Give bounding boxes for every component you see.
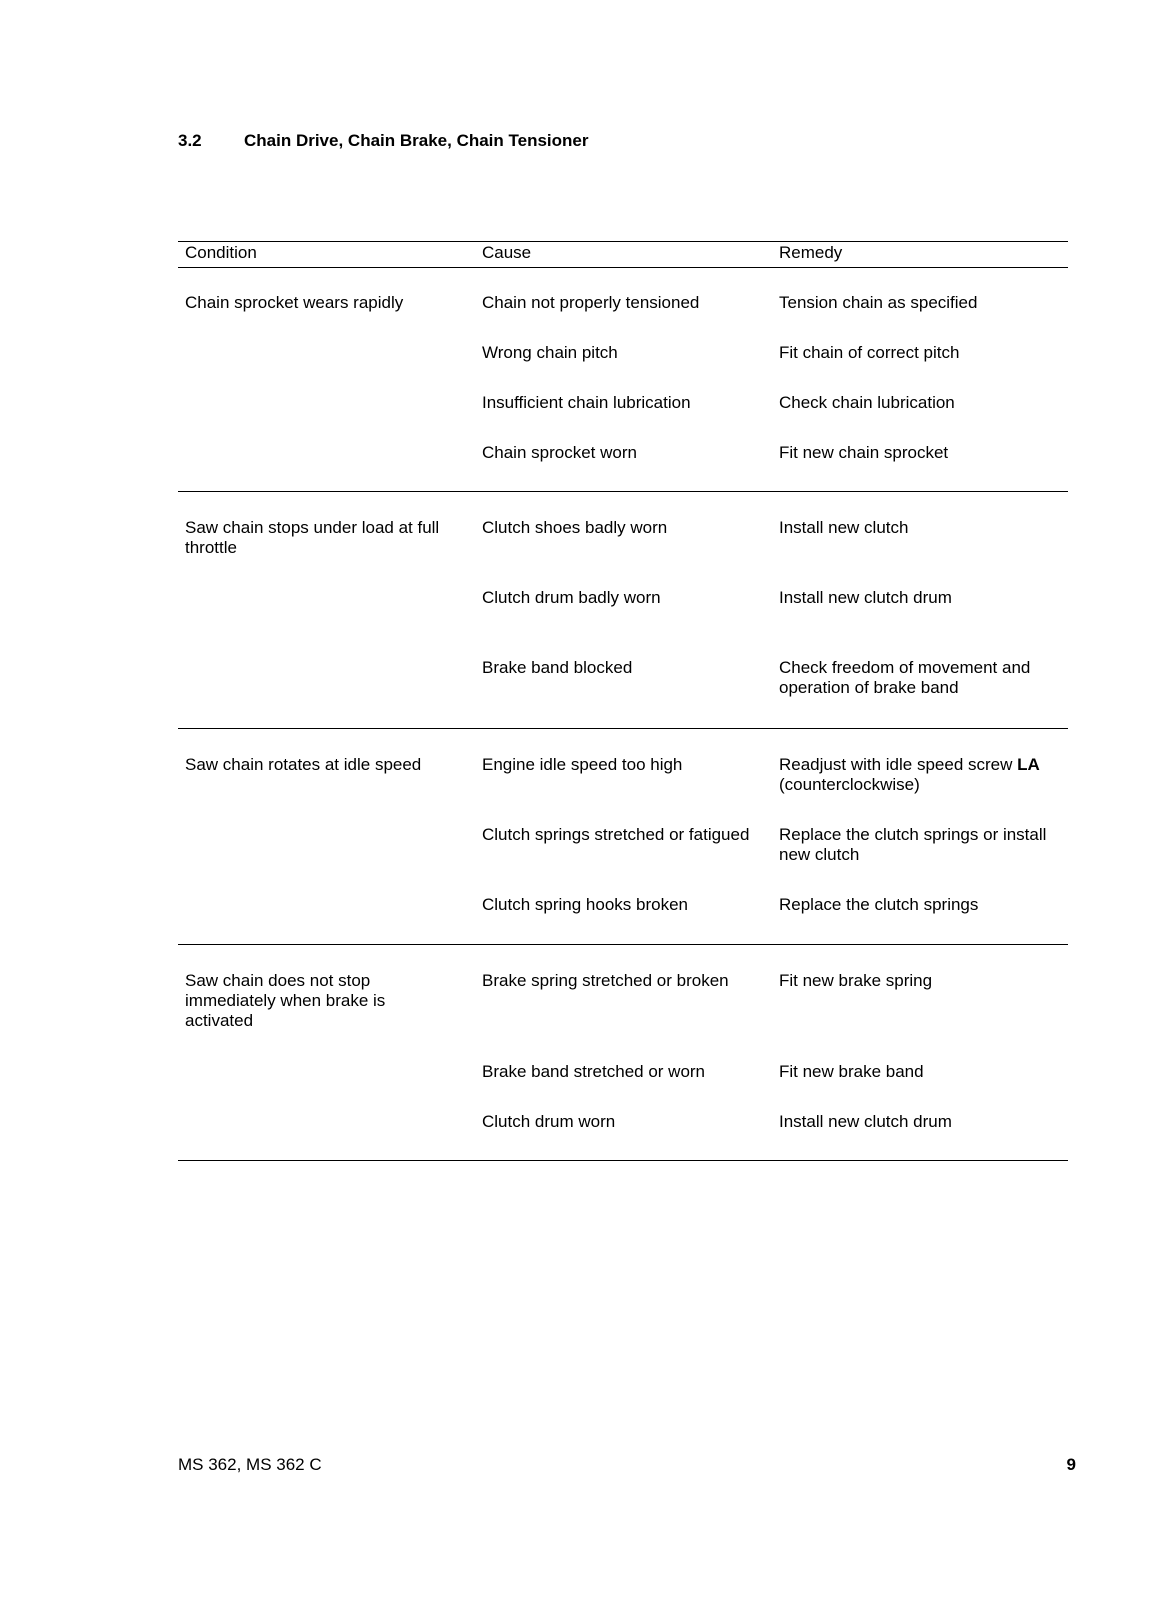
cause-cell: Clutch springs stretched or fatigued (482, 825, 750, 844)
table-bottom-rule (178, 1160, 1068, 1161)
section-heading (178, 131, 589, 151)
cause-cell: Brake spring stretched or broken (482, 971, 729, 990)
condition-cell: Saw chain does not stop immediately when brake is activated (185, 971, 386, 1030)
column-header-cause: Cause (482, 243, 532, 262)
remedy-cell: Check freedom of movement and operation of brake band (779, 658, 1031, 697)
cause-cell: Clutch drum worn (482, 1112, 616, 1131)
remedy-cell: Install new clutch (779, 518, 909, 537)
group-divider (178, 491, 1068, 492)
cause-cell: Brake band stretched or worn (482, 1062, 706, 1081)
remedy-cell: Check chain lubrication (779, 393, 955, 412)
column-header-condition: Condition (185, 243, 257, 262)
remedy-cell: Fit new brake band (779, 1062, 924, 1081)
column-header-remedy: Remedy (779, 243, 843, 262)
condition-cell: Saw chain stops under load at full throttle (185, 518, 440, 557)
remedy-cell: Replace the clutch springs or install new clutch (779, 825, 1047, 864)
cause-cell: Clutch spring hooks broken (482, 895, 689, 914)
group-divider (178, 728, 1068, 729)
group-divider (178, 944, 1068, 945)
section-title: Chain Drive, Chain Brake, Chain Tensioner (244, 131, 589, 150)
page-number: 9 (1066, 1455, 1076, 1474)
condition-cell: Saw chain rotates at idle speed (185, 755, 422, 774)
cause-cell: Insufficient chain lubrication (482, 393, 691, 412)
remedy-cell: Fit new chain sprocket (779, 443, 949, 462)
remedy-cell: Fit chain of correct pitch (779, 343, 960, 362)
remedy-cell: Fit new brake spring (779, 971, 933, 990)
footer-model: MS 362, MS 362 C (178, 1455, 322, 1474)
section-number: 3.2 (178, 131, 202, 150)
remedy-cell: Install new clutch drum (779, 588, 952, 607)
condition-cell: Chain sprocket wears rapidly (185, 293, 404, 312)
screw-label: LA (1017, 755, 1040, 774)
cause-cell: Wrong chain pitch (482, 343, 618, 362)
remedy-text: Readjust with idle speed screw (779, 755, 1018, 774)
table-header-rule (178, 267, 1068, 268)
table-top-rule (178, 241, 1068, 242)
remedy-cell: Replace the clutch springs (779, 895, 979, 914)
remedy-cell: Install new clutch drum (779, 1112, 952, 1131)
cause-cell: Brake band blocked (482, 658, 633, 677)
cause-cell: Engine idle speed too high (482, 755, 683, 774)
remedy-text: (counterclockwise) (779, 775, 920, 794)
cause-cell: Clutch shoes badly worn (482, 518, 668, 537)
remedy-cell: Tension chain as specified (779, 293, 978, 312)
cause-cell: Chain sprocket worn (482, 443, 637, 462)
cause-cell: Chain not properly tensioned (482, 293, 700, 312)
remedy-cell (779, 755, 1069, 795)
cause-cell: Clutch drum badly worn (482, 588, 661, 607)
